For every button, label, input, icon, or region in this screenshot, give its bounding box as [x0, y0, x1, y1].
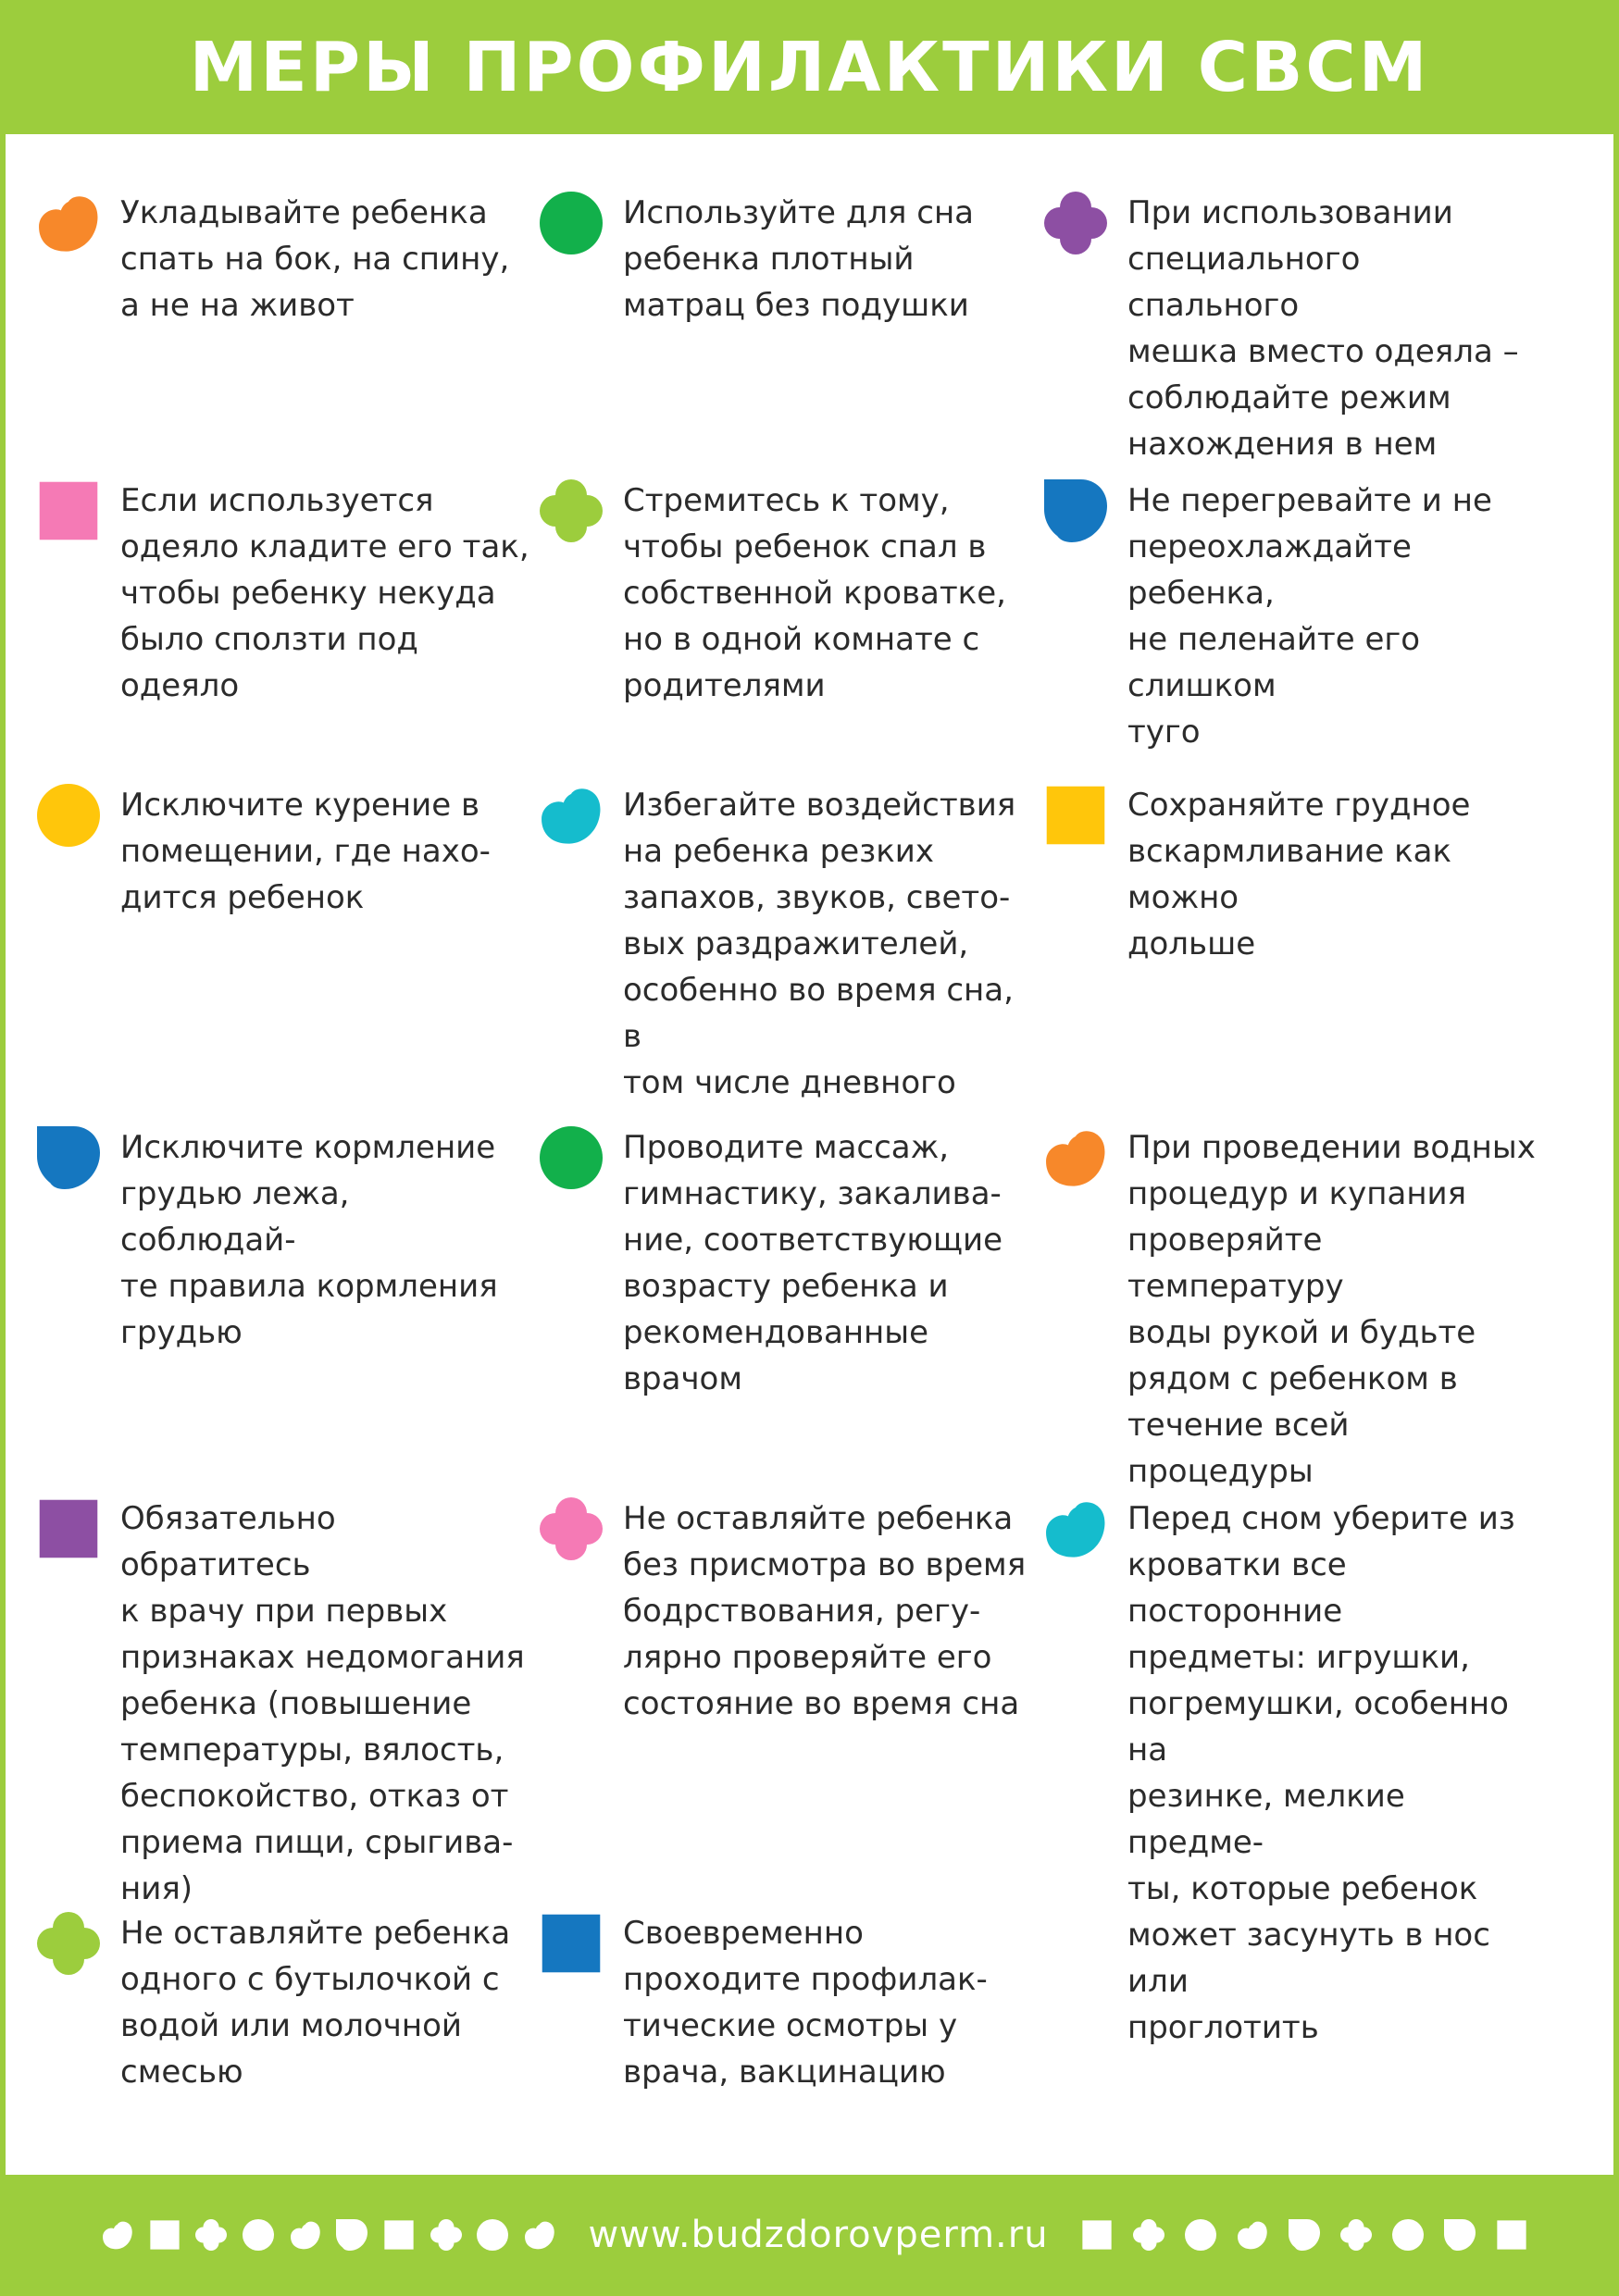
heart-icon: [1044, 1497, 1107, 1560]
tip-text: Если используется одеяло кладите его так, чтобы ребенку некуда было сползти под одеяло: [120, 482, 529, 704]
tip-text: Не перегревайте и не переохлаждайте ребенка, не пеленайте его слишком туго: [1127, 482, 1492, 751]
rounded-d-icon: [1444, 2219, 1476, 2251]
footer-icons-left: [102, 2217, 555, 2253]
page-footer: [0, 2175, 1619, 2296]
heart-icon: [540, 784, 603, 847]
circle-icon: [540, 192, 603, 254]
tip-text: Не оставляйте ребенка одного с бутылочкой с водой или молочной смесью: [120, 1915, 511, 2091]
tip-text: Проводите массаж, гимнастику, закалива- ние, соответствующие возрасту ребенка и рекомендованные врачом: [623, 1129, 1003, 1397]
tip-text: Укладывайте ребенка спать на бок, на спину, а не на живот: [120, 194, 510, 324]
quatrefoil-icon: [540, 1497, 603, 1560]
square-icon: [1496, 2219, 1527, 2251]
heart-icon: [37, 192, 100, 254]
tip-text: Избегайте воздействия на ребенка резких запахов, звуков, свето- вых раздражителей, особенно во время сна, в том числе дневного: [623, 787, 1016, 1101]
quatrefoil-icon: [37, 1912, 100, 1975]
circle-icon: [1185, 2219, 1216, 2251]
footer-icons-right: [1081, 2217, 1527, 2253]
tip-text: Сохраняйте грудное вскармливание как можно дольше: [1127, 787, 1471, 962]
quatrefoil-icon: [540, 479, 603, 542]
heart-icon: [290, 2219, 321, 2251]
circle-icon: [243, 2219, 274, 2251]
circle-icon: [477, 2219, 508, 2251]
heart-icon: [524, 2219, 555, 2251]
square-icon: [383, 2219, 415, 2251]
rounded-d-icon: [1044, 479, 1107, 542]
page-header: [0, 0, 1619, 134]
circle-icon: [1392, 2219, 1424, 2251]
square-icon: [1044, 784, 1107, 847]
tip-text: Перед сном уберите из кроватки все посторонние предметы: игрушки, погремушки, особенно на резинке, мелкие предме- ты, которые ребенок может засунуть в нос или проглотить: [1127, 1500, 1515, 2046]
square-icon: [149, 2219, 181, 2251]
square-icon: [37, 1497, 100, 1560]
tip-text: Исключите курение в помещении, где нахо- дится ребенок: [120, 787, 491, 916]
page-title: МЕРЫ ПРОФИЛАКТИКИ СВСМ: [189, 27, 1430, 107]
tip-text: Используйте для сна ребенка плотный матрац без подушки: [623, 194, 975, 324]
heart-icon: [102, 2219, 133, 2251]
square-icon: [1081, 2219, 1113, 2251]
square-icon: [37, 479, 100, 542]
quatrefoil-icon: [1044, 192, 1107, 254]
circle-icon: [37, 784, 100, 847]
tip-text: При использовании специального спального мешка вместо одеяла – соблюдайте режим нахождения в нем: [1127, 194, 1519, 463]
tip-text: Не оставляйте ребенка без присмотра во время бодрствования, регу- лярно проверяйте его состояние во время сна: [623, 1500, 1027, 1722]
quatrefoil-icon: [430, 2219, 462, 2251]
quatrefoil-icon: [1133, 2219, 1164, 2251]
circle-icon: [540, 1126, 603, 1189]
quatrefoil-icon: [195, 2219, 227, 2251]
quatrefoil-icon: [1340, 2219, 1372, 2251]
footer-url[interactable]: www.budzdorovperm.ru: [588, 2214, 1049, 2256]
rounded-d-icon: [37, 1126, 100, 1189]
heart-icon: [1044, 1126, 1107, 1189]
tip-text: При проведении водных процедур и купания проверяйте температуру воды рукой и будьте рядом с ребенком в течение всей процедуры: [1127, 1129, 1536, 1490]
tip-text: Своевременно проходите профилак- тические осмотры у врача, вакцинацию: [623, 1915, 988, 2091]
heart-icon: [1237, 2219, 1268, 2251]
tip-text: Стремитесь к тому, чтобы ребенок спал в собственной кроватке, но в одной комнате с родителями: [623, 482, 1006, 704]
square-icon: [540, 1912, 603, 1975]
tip-text: Исключите кормление грудью лежа, соблюдай- те правила кормления грудью: [120, 1129, 498, 1351]
rounded-d-icon: [336, 2219, 367, 2251]
rounded-d-icon: [1289, 2219, 1320, 2251]
tip-text: Обязательно обратитесь к врачу при первых признаках недомогания ребенка (повышение температуры, вялость, беспокойство, отказ от приема пищи, срыгива- ния): [120, 1500, 525, 1907]
